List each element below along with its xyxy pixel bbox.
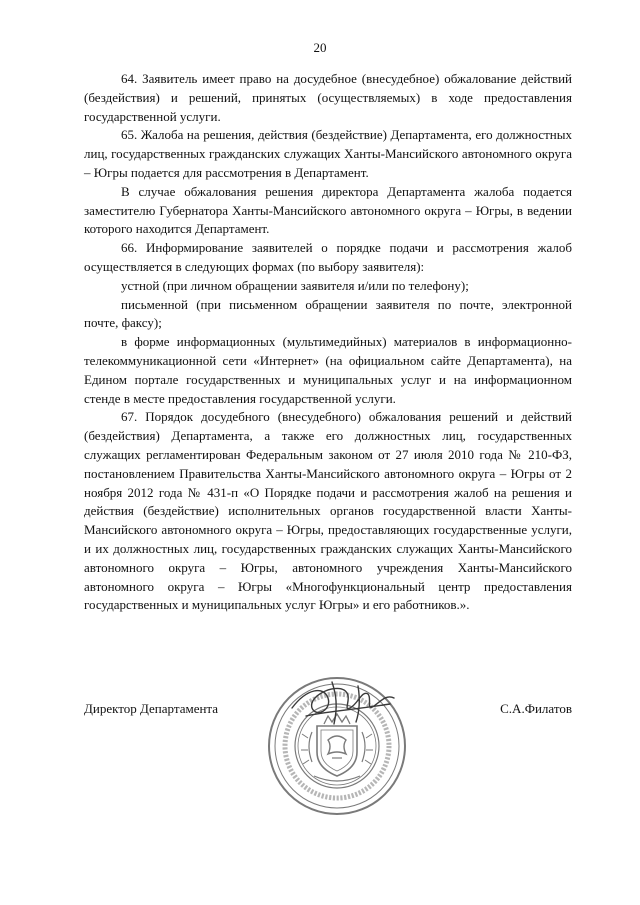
- signatory-title: Директор Департамента: [84, 701, 219, 716]
- paragraph-65: 65. Жалоба на решения, действия (бездействие) Департамента, его должностных лиц, государственных гражданских служащих Ханты-Мансийского автономного округа – Югры подается для рассмотрения в Департамент.: [84, 127, 572, 180]
- official-seal-icon: [262, 668, 412, 818]
- paragraph-66-oral: устной (при личном обращении заявителя и/или по телефону);: [121, 277, 469, 293]
- paragraph-66-written: письменной (при письменном обращении заявителя по почте, электронной почте, факсу);: [84, 296, 572, 331]
- signatory-name: С.А.Филатов: [500, 701, 572, 716]
- paragraph-67: 67. Порядок досудебного (внесудебного) обжалования решений и действий (бездействия) Департамента, а также его должностных лиц, государственных служащих регламентирован Федеральным законом от 27 июля 2010 года № 210-ФЗ, постановлением Правительства Ханты-Мансийского автономного округа – Югры от 2 ноября 2012 года № 431-п «О Порядке подачи и рассмотрения жалоб на решения и действия (бездействие) исполнительных органов государственной власти Ханты-Мансийского автономного округа – Югры, предоставляющих государственные услуги, и их должностных лиц, государственных гражданских служащих Ханты-Мансийского автономного округа – Югры, автономного учреждения Ханты-Мансийского автономного округа – Югры «Многофункциональный центр предоставления государственных и муниципальных услуг Югры» и его работников.».: [84, 409, 572, 613]
- body-text: [84, 70, 572, 615]
- paragraph-66-multimedia: в форме информационных (мультимедийных) материалов в информационно-телекоммуникационной сети «Интернет» (на официальном сайте Департамента), на Едином портале государственных и муниципальных услуг и на информационном стенде в месте предоставления государственной услуги.: [84, 334, 572, 406]
- paragraph-65-appeal: В случае обжалования решения директора Департамента жалоба подается заместителю Губернатора Ханты-Мансийского автономного округа – Югры, в ведении которого находится Департамент.: [84, 183, 572, 237]
- page-number: 20: [313, 40, 327, 55]
- paragraph-64: 64. Заявитель имеет право на досудебное (внесудебное) обжалование действий (бездействия) и решений, принятых (осуществляемых) в ходе предоставления государственной услуги.: [84, 71, 572, 124]
- paragraph-66: 66. Информирование заявителей о порядке подачи и рассмотрения жалоб осуществляется в следующих формах (по выбору заявителя):: [84, 240, 572, 274]
